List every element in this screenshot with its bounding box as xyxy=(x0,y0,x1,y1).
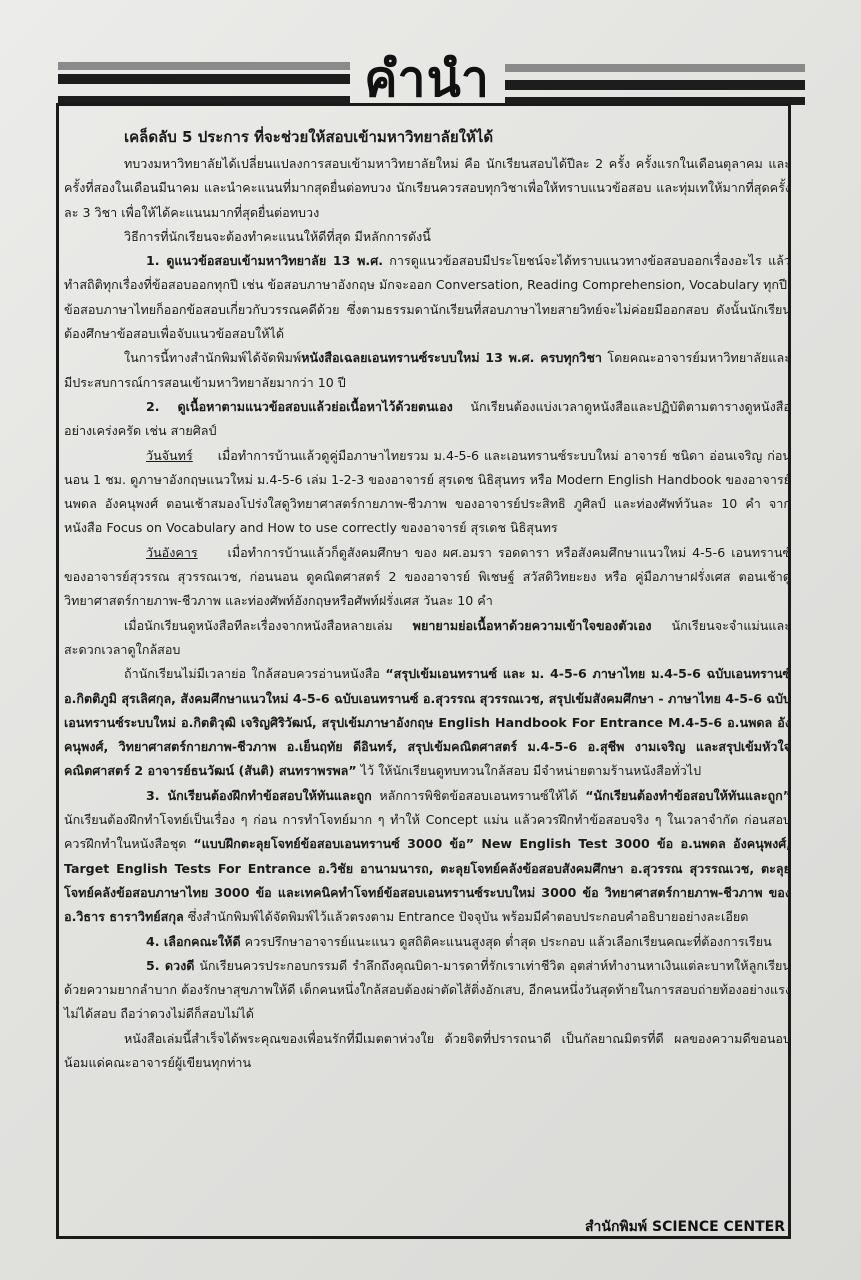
method-intro: วิธีการที่นักเรียนจะต้องทำคะแนนให้ดีที่สุด มีหลักการดังนี้ xyxy=(124,228,431,244)
tuesday-label: วันอังคาร xyxy=(146,544,198,560)
books-note-pre: ถ้านักเรียนไม่มีเวลาย่อ ใกล้สอบควรอ่านหนังสือ xyxy=(124,666,386,682)
tip-3 xyxy=(64,784,791,930)
closing-paragraph: หนังสือเล่มนี้สำเร็จได้พระคุณของเพื่อนรักที่มีเมตตาห่วงใย ด้วยจิตที่ปรารถนาดี เป็นกัลยาณมิตรที่ดี ผลของความดีขอนอบน้อมแด่คณะอาจารย์ผู้เขียนทุกท่าน xyxy=(64,1030,791,1070)
books-note-post: ไว้ ให้นักเรียนดูทบทวนใกล้สอบ มีจำหน่ายตามร้านหนังสือทั่วไป xyxy=(356,763,702,779)
reading-note-post: นักเรียนจะจำแม่นและสะดวกเวลาดูใกล้สอบ xyxy=(64,617,791,657)
tip-5-title: 5. ดวงดี xyxy=(146,957,195,973)
intro-paragraph: ทบวงมหาวิทยาลัยได้เปลี่ยนแปลงการสอบเข้ามหาวิทยาลัยใหม่ คือ นักเรียนสอบได้ปีละ 2 ครั้ง ครั้งแรกในเดือนตุลาคม และครั้งที่สองในเดือนมีนาคม และนำคะแนนที่มากสุดยื่นต่อทบวง นักเรียนควรสอบทุกวิชาเพื่อให้ทราบแนวข้อสอบ และทุ่มเทให้มากที่สุดครั้งละ 3 วิชา เพื่อให้ได้คะแนนมากที่สุดยื่นต่อทบวง xyxy=(64,156,791,220)
publisher-note-book: หนังสือเฉลยเอนทรานซ์ระบบใหม่ 13 พ.ศ. ครบทุกวิชา xyxy=(301,350,602,366)
tip-2-title: 2. ดูเนื้อหาตามแนวข้อสอบแล้วย่อเนื้อหาไว้ด้วยตนเอง xyxy=(146,398,453,414)
tip-3-title: 3. นักเรียนต้องฝึกทำข้อสอบให้ทันและถูก xyxy=(146,787,372,803)
header-rule-left-top xyxy=(58,62,350,70)
reading-note-bold: พยายามย่อเนื้อหาด้วยความเข้าใจของตัวเอง xyxy=(412,617,652,633)
publisher-note-post: โดยคณะอาจารย์มหาวิทยาลัยและมีประสบการณ์การสอนเข้ามหาวิทยาลัยมากว่า 10 ปี xyxy=(64,350,791,390)
tip-4 xyxy=(64,930,791,954)
books-note-list: “สรุปเข้มเอนทรานซ์ และ ม. 4-5-6 ภาษาไทย ม.4-5-6 ฉบับเอนทรานซ์ อ.กิตติภูมิ สุรเลิศกุล, สังคมศึกษาแนวใหม่ 4-5-6 ฉบับเอนทรานซ์ อ.สุวรรณ สุวรรณเวช, สรุปเข้มสังคมศึกษา - ภาษาไทย 4-5-6 ฉบับเอนทรานซ์ระบบใหม่ อ.กิตติวุฒิ เจริญศิริวัฒน์, สรุปเข้มภาษาอังกฤษ English Handbook For Entrance M.4-5-6 อ.นพดล อังคนุพงศ์, วิทยาศาสตร์กายภาพ-ชีวภาพ อ.เย็นฤทัย ดีอินทร์, สรุปเข้มคณิตศาสตร์ ม.4-5-6 อ.สุชีพ งามเจริญ และสรุปเข้มหัวใจคณิตศาสตร์ 2 อาจารย์ธนวัฒน์ (สันติ) สนทราพรพล” xyxy=(64,666,792,779)
preface-body xyxy=(64,124,791,1075)
tuesday-text: เมื่อทำการบ้านแล้วก็ดูสังคมศึกษา ของ ผศ.อมรา รอดดารา หรือสังคมศึกษาแนวใหม่ 4-5-6 เอนทรานซ์ของอาจารย์สุวรรณ สุวรรณเวช, ก่อนนอน ดูคณิตศาสตร์ 2 ของอาจารย์ พิเชษฐ์ สวัสดิวิทยะยง หรือ คู่มือภาษาฝรั่งเศส ตอนเช้าดูวิทยาศาสตร์กายภาพ-ชีวภาพ และท่องศัพท์อังกฤษหรือศัพท์ฝรั่งเศส วันละ 10 คำ xyxy=(64,544,791,609)
reading-note-pre: เมื่อนักเรียนดูหนังสือทีละเรื่องจากหนังสือหลายเล่ม xyxy=(124,617,413,633)
header-rule-left-mid xyxy=(58,74,350,84)
tip-1-title: 1. ดูแนวข้อสอบเข้ามหาวิทยาลัย 13 พ.ศ. xyxy=(146,253,383,269)
schedule-tuesday xyxy=(64,541,791,614)
tip-5 xyxy=(64,954,791,1027)
tip-4-text: ควรปรึกษาอาจารย์แนะแนว ดูสถิติคะแนนสูงสุด ต่ำสุด ประกอบ แล้วเลือกเรียนคณะที่ต้องการเรียน xyxy=(240,933,772,949)
header-rule-right-mid xyxy=(505,80,805,90)
tip-2 xyxy=(64,395,791,444)
preface-heading: เคล็ดลับ 5 ประการ ที่จะช่วยให้สอบเข้ามหาวิทยาลัยให้ได้ xyxy=(124,128,494,146)
tip-3-text1: นักเรียนต้องฝึกทำโจทย์เป็นเรื่อง ๆ ก่อน การทำโจทย์มาก ๆ ทำให้ Concept แม่น แล้วควรฝึกทำข้อสอบจริง ๆ ในเวลาจำกัด ก่อนสอบควรฝึกทำในหนังสือชุด xyxy=(64,812,791,852)
monday-label: วันจันทร์ xyxy=(146,447,193,463)
monday-text: เมื่อทำการบ้านแล้วดูคู่มือภาษาไทยรวม ม.4-5-6 และเอนทรานซ์ระบบใหม่ อาจารย์ ชนิดา อ่อนเจริญ ก่อนนอน 1 ชม. ดูภาษาอังกฤษแนวใหม่ ม.4-5-6 เล่ม 1-2-3 ของอาจารย์ สุรเดช นิธิสุนทร หรือ Modern English Handbook ของอาจารย์นพดล อังคนุพงศ์ ตอนเช้าสมองโปร่งใสดูวิทยาศาสตร์กายภาพ-ชีวภาพ ของอาจารย์ประสิทธิ ภูศิลป์ และท่องศัพท์วันละ 10 คำ จากหนังสือ Focus on Vocabulary and How to use correctly ของอาจารย์ สุรเดช นิธิสุนทร xyxy=(64,447,791,536)
schedule-monday xyxy=(64,444,791,541)
tip-3-books: “แบบฝึกตะลุยโจทย์ข้อสอบเอนทรานซ์ 3000 ข้อ” New English Test 3000 ข้อ อ.นพดล อังคนุพงศ์, Target English Tests For Entrance อ.วิชัย อานามนารถ, ตะลุยโจทย์คลังข้อสอบสังคมศึกษา อ.สุวรรณ สุวรรณเวช, ตะลุยโจทย์คลังข้อสอบภาษาไทย 3000 ข้อ และเทคนิคทำโจทย์ข้อสอบเอนทรานซ์ระบบใหม่ 3000 ข้อ วิทยาศาสตร์กายภาพ-ชีวภาพ ของ อ.วิธาร ธาราวิทย์สกุล xyxy=(64,836,792,925)
header-rule-right-top xyxy=(505,64,805,72)
publisher-note xyxy=(64,346,791,395)
tip-1-text: การดูแนวข้อสอบมีประโยชน์จะได้ทราบแนวทางข้อสอบออกเรื่องอะไร แล้วทำสถิติทุกเรื่องที่ข้อสอบออกทุกปี เช่น ข้อสอบภาษาอังกฤษ มักจะออก Conversation, Reading Comprehension, Vocabulary ทุกปี, ข้อสอบภาษาไทยก็ออกข้อสอบเกี่ยวกับวรรณคดีด้วย ซึ่งตามธรรมดานักเรียนที่สอบภาษาไทยสายวิทย์จะไม่ค่อยมีออกสอบ ดังนั้นนักเรียนต้องศึกษาข้อสอบเพื่อจับแนวข้อสอบให้ได้ xyxy=(64,253,791,342)
publisher-note-pre: ในการนี้ทางสำนักพิมพ์ได้จัดพิมพ์ xyxy=(124,350,302,366)
tip-4-title: 4. เลือกคณะให้ดี xyxy=(146,933,241,949)
page-title: คำนำ xyxy=(364,50,490,108)
books-note xyxy=(64,662,791,783)
tip-2-text: นักเรียนต้องแบ่งเวลาดูหนังสือและปฏิบัติตามตารางดูหนังสืออย่างเคร่งครัด เช่น สายศิลป์ xyxy=(64,398,791,439)
tip-3-mid: หลักการพิชิตข้อสอบเอนทรานซ์ให้ได้ xyxy=(371,787,586,803)
reading-note xyxy=(64,614,791,663)
tip-5-text: นักเรียนควรประกอบกรรมดี รำลึกถึงคุณบิดา-มารดาที่รักเราเท่าชีวิต อุตส่าห์ทำงานหาเงินแต่ละบาทให้ลูกเรียน ด้วยความยากลำบาก ต้องรักษาสุขภาพให้ดี เด็กคนหนึ่งใกล้สอบต้องผ่าตัดไส้ติ่งอักเสบ, อีกคนหนึ่งวันสุดท้ายในการสอบถ่ายท้องอย่างแรงไม่ได้สอบ ถือว่าดวงไม่ดีก็สอบไม่ได้ xyxy=(64,957,791,1022)
tip-1 xyxy=(64,249,791,346)
publisher-signature: สำนักพิมพ์ SCIENCE CENTER xyxy=(584,1219,785,1235)
tip-3-text2: ซึ่งสำนักพิมพ์ได้จัดพิมพ์ไว้แล้วตรงตาม Entrance ปัจจุบัน พร้อมมีคำตอบประกอบคำอธิบายอย่างละเอียด xyxy=(183,909,749,925)
tip-3-quote: “นักเรียนต้องทำข้อสอบให้ทันและถูก” xyxy=(585,787,791,803)
